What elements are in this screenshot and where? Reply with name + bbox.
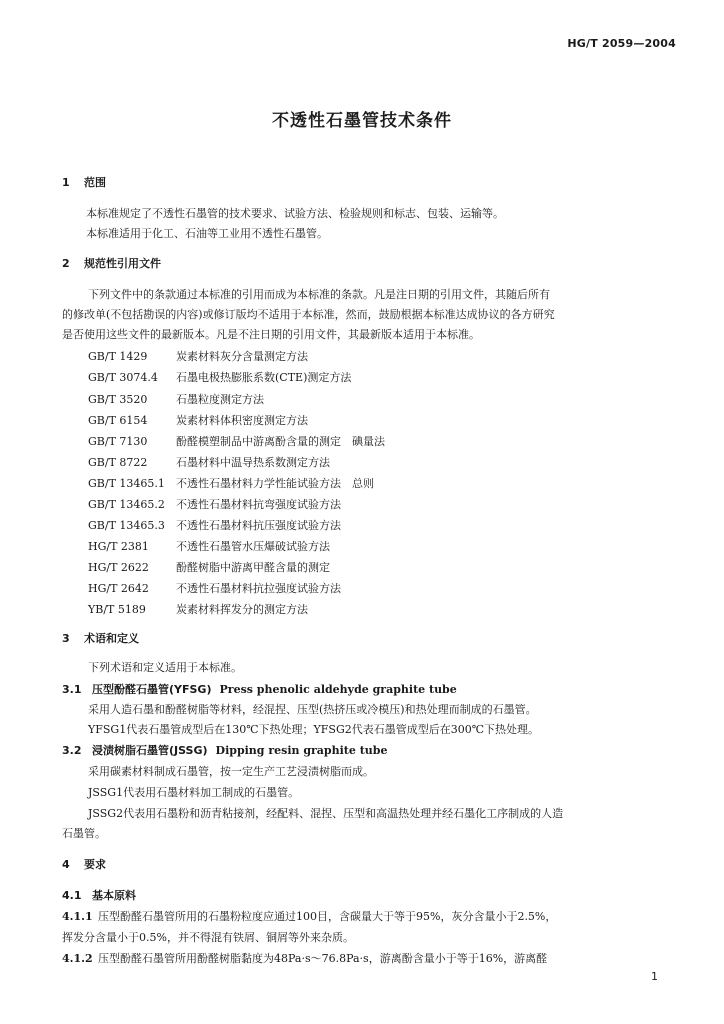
reference-item: HG/T 2622 酚醛树脂中游离甲醛含量的测定 (88, 561, 330, 574)
paragraph: 的修改单(不包括勘误的内容)或修订版均不适用于本标准，然而，鼓励根据本标准达成协议的各方研究 (62, 308, 555, 321)
reference-item: GB/T 3520 石墨粒度测定方法 (88, 393, 264, 406)
page-number: 1 (651, 970, 658, 983)
paragraph: YFSG1代表石墨管成型后在130℃下热处理；YFSG2代表石墨管成型后在300℃下热处理。 (88, 723, 540, 736)
section-title: 要求 (84, 858, 106, 871)
paragraph: JSSG2代表用石墨粉和沥青粘接剂，经配料、混捏、压型和高温热处理并经石墨化工序制成的人造 (88, 807, 564, 820)
section-title: 术语和定义 (84, 632, 139, 645)
paragraph: 是否使用这些文件的最新版本。凡是不注日期的引用文件，其最新版本适用于本标准。 (62, 328, 480, 341)
section-4-heading (62, 856, 106, 872)
reference-item: HG/T 2642 不透性石墨材料抗拉强度试验方法 (88, 582, 341, 595)
reference-item: GB/T 1429 炭素材料灰分含量测定方法 (88, 350, 308, 363)
section-1-heading (62, 174, 106, 190)
reference-item: GB/T 13465.2 不透性石墨材料抗弯强度试验方法 (88, 498, 341, 511)
reference-item: GB/T 6154 炭素材料体积密度测定方法 (88, 414, 308, 427)
paragraph: 采用碳素材料制成石墨管，按一定生产工艺浸渍树脂而成。 (88, 765, 374, 778)
section-number: 2 (62, 257, 70, 270)
paragraph: 本标准适用于化工、石油等工业用不透性石墨管。 (86, 227, 328, 240)
section-2-heading (62, 255, 161, 271)
paragraph: JSSG1代表用石墨材料加工制成的石墨管。 (88, 786, 300, 799)
reference-item: GB/T 7130 酚醛模塑制品中游离酚含量的测定 碘量法 (88, 435, 385, 448)
paragraph: 石墨管。 (62, 827, 106, 840)
term-3-1-heading: 3.1 压型酚醛石墨管(YFSG) Press phenolic aldehyde graphite tube (62, 683, 457, 696)
standard-code: HG/T 2059—2004 (567, 37, 676, 50)
section-title: 规范性引用文件 (84, 257, 161, 270)
section-number: 3 (62, 632, 70, 645)
subsection-4-1-heading: 4.1 基本原料 (62, 889, 136, 902)
paragraph: 本标准规定了不透性石墨管的技术要求、试验方法、检验规则和标志、包装、运输等。 (86, 207, 504, 220)
reference-item: GB/T 13465.3 不透性石墨材料抗压强度试验方法 (88, 519, 341, 532)
reference-item: GB/T 8722 石墨材料中温导热系数测定方法 (88, 456, 330, 469)
paragraph: 采用人造石墨和酚醛树脂等材料，经混捏、压型(热挤压或冷模压)和热处理而制成的石墨管。 (88, 703, 537, 716)
paragraph: 挥发分含量小于0.5%，并不得混有铁屑、铜屑等外来杂质。 (62, 931, 354, 944)
paragraph: 下列文件中的条款通过本标准的引用而成为本标准的条款。凡是注日期的引用文件，其随后所有 (88, 288, 550, 301)
section-title: 范围 (84, 176, 106, 189)
page-title: 不透性石墨管技术条件 (272, 111, 452, 131)
section-number: 1 (62, 176, 70, 189)
paragraph: 下列术语和定义适用于本标准。 (88, 661, 242, 674)
section-3-heading (62, 630, 139, 646)
clause-4-1-1: 4.1.1 压型酚醛石墨管所用的石墨粉粒度应通过100目，含碳量大于等于95%，灰分含量小于2.5%， (62, 910, 557, 923)
clause-4-1-2: 4.1.2 压型酚醛石墨管所用酚醛树脂黏度为48Pa·s～76.8Pa·s，游离酚含量小于等于16%，游离醛 (62, 952, 548, 965)
term-3-2-heading: 3.2 浸渍树脂石墨管(JSSG) Dipping resin graphite tube (62, 744, 388, 757)
reference-item: GB/T 3074.4 石墨电极热膨胀系数(CTE)测定方法 (88, 371, 352, 384)
reference-item: GB/T 13465.1 不透性石墨材料力学性能试验方法 总则 (88, 477, 374, 490)
reference-item: YB/T 5189 炭素材料挥发分的测定方法 (88, 603, 308, 616)
section-number: 4 (62, 858, 70, 871)
reference-item: HG/T 2381 不透性石墨管水压爆破试验方法 (88, 540, 330, 553)
